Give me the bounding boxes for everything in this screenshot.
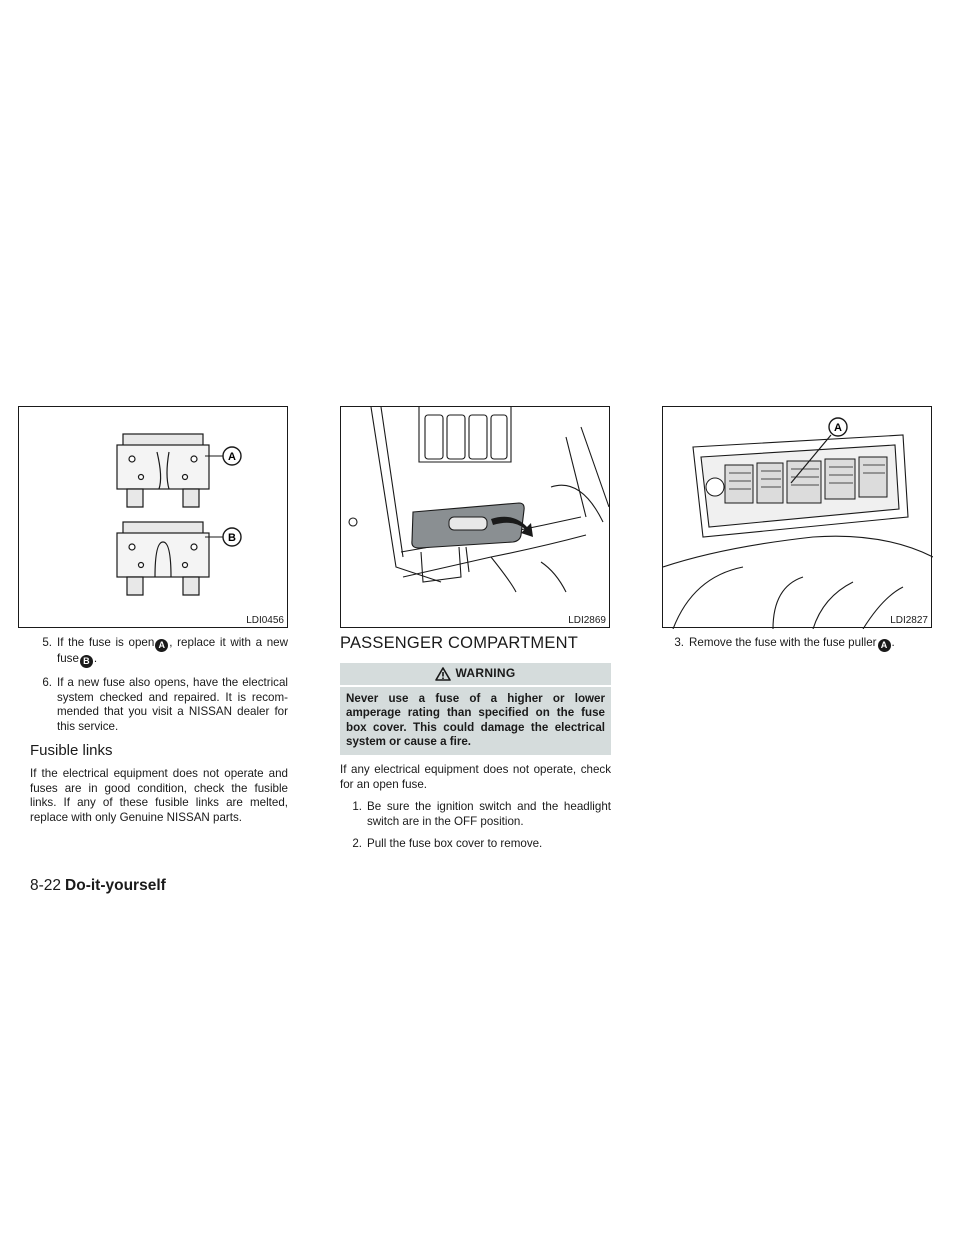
page-footer: [30, 877, 166, 895]
step-5: 5. If the fuse is open A , replace it with a new fuse B .: [42, 636, 288, 666]
warning-title: WARNING: [455, 666, 516, 681]
step-3: 3. Remove the fuse with the fuse puller A .: [674, 636, 895, 650]
figure-code: LDI2869: [568, 615, 606, 626]
warning-header: [340, 663, 611, 685]
column-2: [340, 636, 611, 860]
column-3: [662, 636, 933, 660]
fusible-links-heading: Fusible links: [30, 742, 113, 760]
callout-a-label: A: [228, 451, 236, 463]
figure-code: LDI2827: [890, 615, 928, 626]
step-6: 6. If a new fuse also opens, have the electrical system checked and repaired. It is recommended that you visit a NISSAN dealer for this service.: [42, 676, 288, 733]
chapter-title: Do-it-yourself: [65, 877, 166, 894]
fuse-illustration: [19, 407, 289, 629]
column-1: [30, 636, 288, 833]
callout-a-icon: A: [155, 639, 168, 652]
section-heading: PASSENGER COMPARTMENT: [340, 634, 578, 652]
callout-a-label: A: [834, 422, 842, 434]
step-2: 2. Pull the fuse box cover to remove.: [352, 837, 543, 851]
page-number: 8-22: [30, 877, 62, 894]
figure-code: LDI0456: [246, 615, 284, 626]
figure-fuse-box-cover: [340, 406, 610, 628]
figure-fuse-open-new: [18, 406, 288, 628]
callout-b-label: B: [228, 532, 236, 544]
figure-fuse-puller: [662, 406, 932, 628]
fuse-panel-illustration: [663, 407, 933, 629]
intro-paragraph: If any electrical equipment does not operate, check for an open fuse.: [340, 762, 611, 791]
step-1: 1. Be sure the ignition switch and the headlight switch are in the OFF position.: [352, 800, 611, 828]
warning-text: Never use a fuse of a higher or lower amperage rating than specified on the fuse box cover. This could damage the electrical system or cause a fire.: [340, 687, 611, 755]
fusible-links-paragraph: If the electrical equipment does not operate and fuses are in good condition, check the fusible links. If any of these fusible links are melted, replace with only Genuine NISSAN parts.: [30, 766, 288, 824]
warning-triangle-icon: [435, 667, 451, 681]
dashboard-illustration: [341, 407, 611, 629]
callout-a-icon: A: [878, 639, 891, 652]
callout-b-icon: B: [80, 655, 93, 668]
